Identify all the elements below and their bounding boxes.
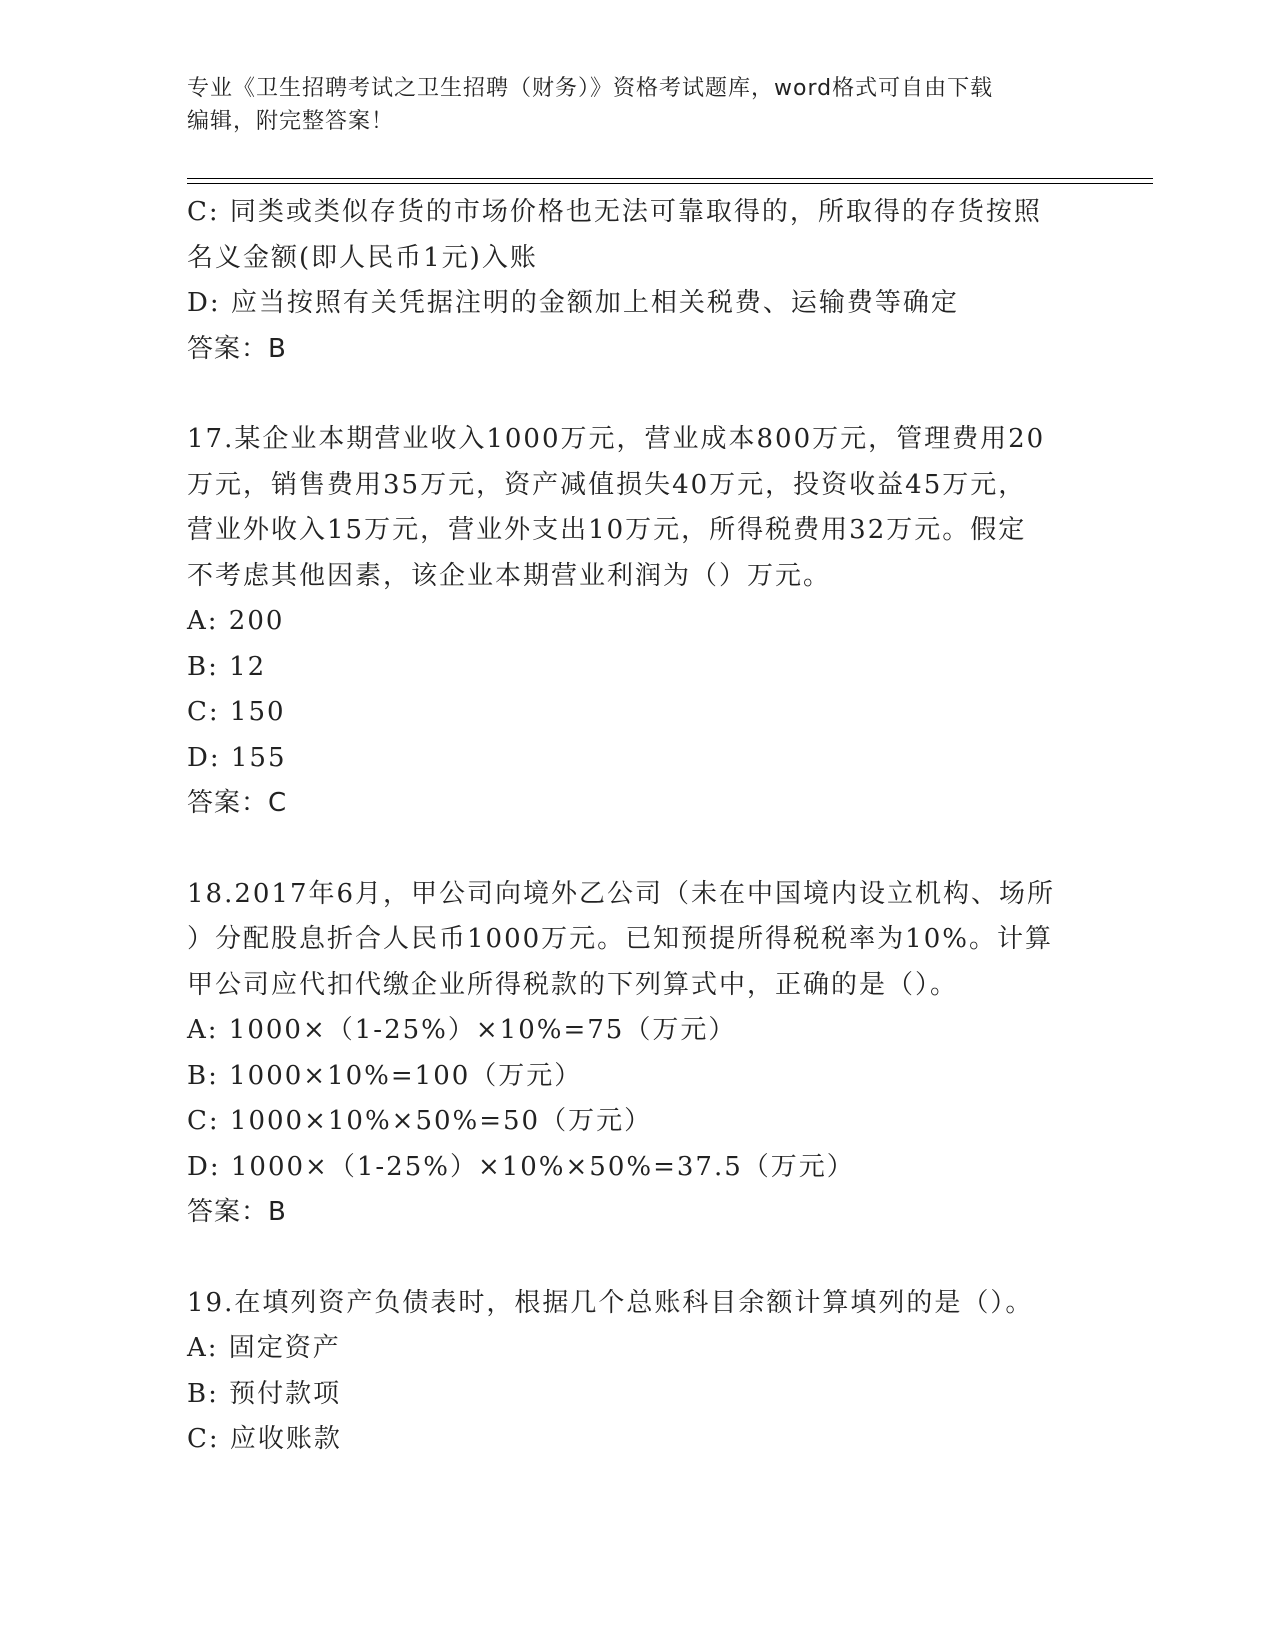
question-17-block <box>187 417 1087 827</box>
page-header <box>187 72 1087 138</box>
spacer <box>187 827 1087 872</box>
option-a: A: 固定资产 <box>187 1333 341 1363</box>
option-c-line-1: C: 同类或类似存货的市场价格也无法可靠取得的，所取得的存货按照 <box>187 197 1042 227</box>
answer: 答案：B <box>187 333 287 364</box>
question-stem-line-1: 17.某企业本期营业收入1000万元，营业成本800万元，管理费用20 <box>187 424 1046 454</box>
question-16-block <box>187 190 1087 372</box>
option-a: A: 200 <box>187 606 285 636</box>
option-c: C: 1000×10%×50%=50（万元） <box>187 1106 653 1136</box>
header-divider-bottom <box>187 183 1153 184</box>
option-c: C: 应收账款 <box>187 1424 342 1454</box>
question-stem-line-1: 18.2017年6月，甲公司向境外乙公司（未在中国境内设立机构、场所 <box>187 878 1056 909</box>
option-a: A: 1000×（1-25%）×10%=75（万元） <box>187 1015 737 1045</box>
answer: 答案：B <box>187 1197 287 1227</box>
question-18-block <box>187 872 1087 1236</box>
header-line-2: 编辑，附完整答案！ <box>187 109 395 134</box>
option-d: D: 155 <box>187 742 287 773</box>
question-content <box>187 190 1087 1463</box>
question-stem-line-2: ）分配股息折合人民币1000万元。已知预提所得税税率为10%。计算 <box>187 924 1053 954</box>
option-b: B: 12 <box>187 651 267 682</box>
question-stem-line-1: 19.在填列资产负债表时，根据几个总账科目余额计算填列的是（）。 <box>187 1287 1034 1318</box>
option-d: D: 应当按照有关凭据注明的金额加上相关税费、运输费等确定 <box>187 288 959 318</box>
option-c: C: 150 <box>187 697 286 727</box>
question-stem-line-3: 甲公司应代扣代缴企业所得税款的下列算式中，正确的是（）。 <box>187 969 959 1000</box>
header-line-1: 专业《卫生招聘考试之卫生招聘（财务）》资格考试题库，word格式可自由下载 <box>187 76 994 101</box>
spacer <box>187 1236 1087 1281</box>
question-stem-line-4: 不考虑其他因素，该企业本期营业利润为（）万元。 <box>187 560 832 591</box>
question-stem-line-2: 万元，销售费用35万元，资产减值损失40万元，投资收益45万元， <box>187 469 1027 500</box>
option-b: B: 预付款项 <box>187 1378 342 1409</box>
header-divider-top <box>187 178 1153 179</box>
spacer <box>187 372 1087 417</box>
answer: 答案：C <box>187 788 288 818</box>
option-c-line-2: 名义金额(即人民币1元)入账 <box>187 242 538 273</box>
question-19-block <box>187 1281 1087 1463</box>
option-d: D: 1000×（1-25%）×10%×50%=37.5（万元） <box>187 1151 855 1182</box>
option-b: B: 1000×10%=100（万元） <box>187 1060 583 1091</box>
question-stem-line-3: 营业外收入15万元，营业外支出10万元，所得税费用32万元。假定 <box>187 515 1027 545</box>
